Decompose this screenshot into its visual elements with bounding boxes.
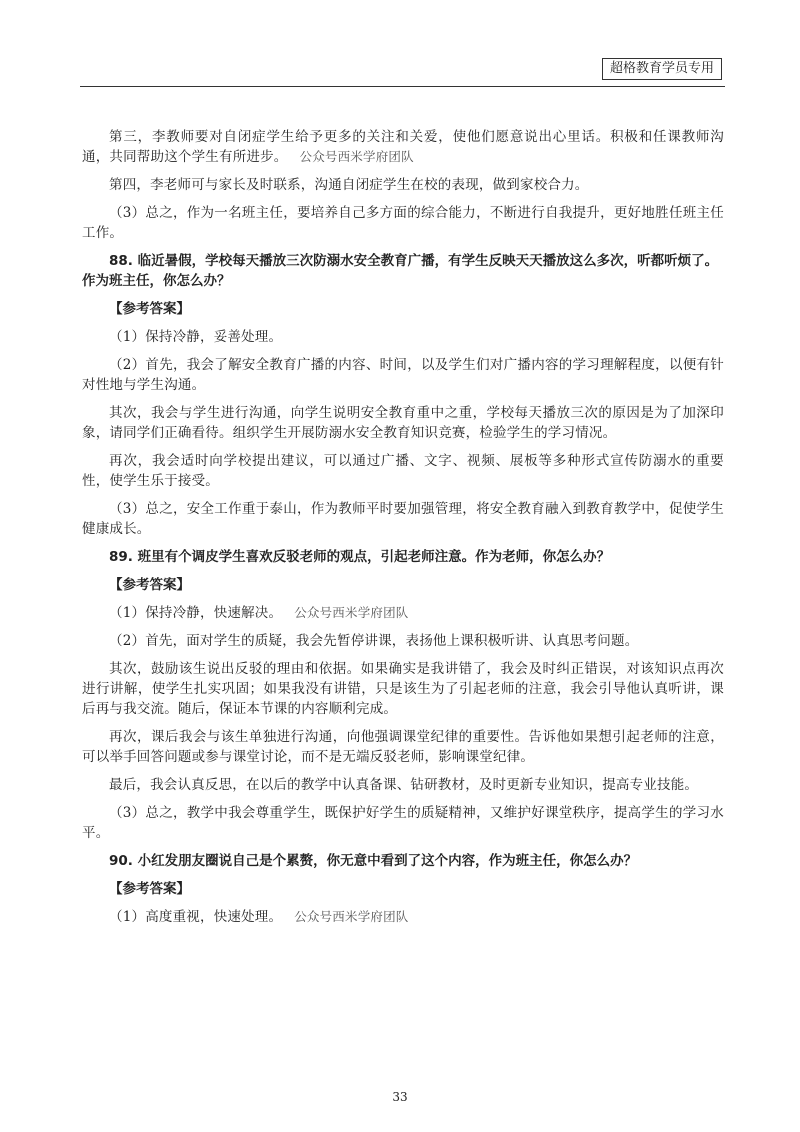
paragraph: （1）高度重视，快速处理。 公众号西米学府团队 [109,909,409,925]
header-rule [80,86,725,87]
question-89: 89. 班里有个调皮学生喜欢反驳老师的观点，引起老师注意。作为老师，你怎么办？ [109,549,611,565]
paragraph: （3）总之，作为一名班主任，要培养自己多方面的综合能力，不断进行自我提升，更好地胜任班主任工作。 [82,205,724,241]
answer-label: 【参考答案】 [109,301,190,317]
answer-label: 【参考答案】 [109,881,190,897]
answer-label: 【参考答案】 [109,577,190,593]
paragraph: 再次，我会适时向学校提出建议，可以通过广播、文字、视频、展板等多种形式宣传防溺水的重要性，使学生乐于接受。 [82,453,724,489]
paragraph: 第三，李教师要对自闭症学生给予更多的关注和关爱，使他们愿意说出心里话。积极和任课教师沟通，共同帮助这个学生有所进步。 公众号西米学府团队 [82,129,724,165]
paragraph: （2）首先，我会了解安全教育广播的内容、时间，以及学生们对广播内容的学习理解程度，以便有针对性地与学生沟通。 [82,357,724,393]
question-88: 88. 临近暑假，学校每天播放三次防溺水安全教育广播，有学生反映天天播放这么多次，听都听烦了。作为班主任，你怎么办？ [82,253,719,289]
paragraph: （2）首先，面对学生的质疑，我会先暂停讲课，表扬他上课积极听讲、认真思考问题。 [109,633,639,649]
paragraph: 其次，鼓励该生说出反驳的理由和依据。如果确实是我讲错了，我会及时纠正错误，对该知识点再次进行讲解，使学生扎实巩固；如果我没有讲错，只是该生为了引起老师的注意，我会引导他认真听讲，课后再与我交流。随后，保证本节课的内容顺利完成。 [82,661,724,717]
paragraph: （3）总之，安全工作重于泰山，作为教师平时要加强管理，将安全教育融入到教育教学中，促使学生健康成长。 [82,501,724,537]
question-90: 90. 小红发朋友圈说自己是个累赘，你无意中看到了这个内容，作为班主任，你怎么办？ [109,853,638,869]
header-tag: 超格教育学员专用 [602,58,722,80]
page-number: 33 [392,1090,408,1104]
paragraph: （3）总之，教学中我会尊重学生，既保护好学生的质疑精神，又维护好课堂秩序，提高学生的学习水平。 [82,805,724,841]
paragraph: （1）保持冷静，妥善处理。 [109,329,283,345]
watermark-text: 公众号西米学府团队 [294,605,409,620]
page-content [82,127,724,935]
paragraph: 第四，李老师可与家长及时联系，沟通自闭症学生在校的表现，做到家校合力。 [109,177,589,193]
paragraph: 其次，我会与学生进行沟通，向学生说明安全教育重中之重，学校每天播放三次的原因是为了加深印象，请同学们正确看待。组织学生开展防溺水安全教育知识竞赛，检验学生的学习情况。 [82,405,724,441]
watermark-text: 公众号西米学府团队 [294,909,409,924]
watermark-text: 公众号西米学府团队 [299,149,414,164]
paragraph: 再次，课后我会与该生单独进行沟通，向他强调课堂纪律的重要性。告诉他如果想引起老师的注意，可以举手回答问题或参与课堂讨论，而不是无端反驳老师，影响课堂纪律。 [82,729,724,765]
paragraph: （1）保持冷静，快速解决。 公众号西米学府团队 [109,605,409,621]
paragraph: 最后，我会认真反思，在以后的教学中认真备课、钻研教材，及时更新专业知识，提高专业技能。 [109,777,699,793]
